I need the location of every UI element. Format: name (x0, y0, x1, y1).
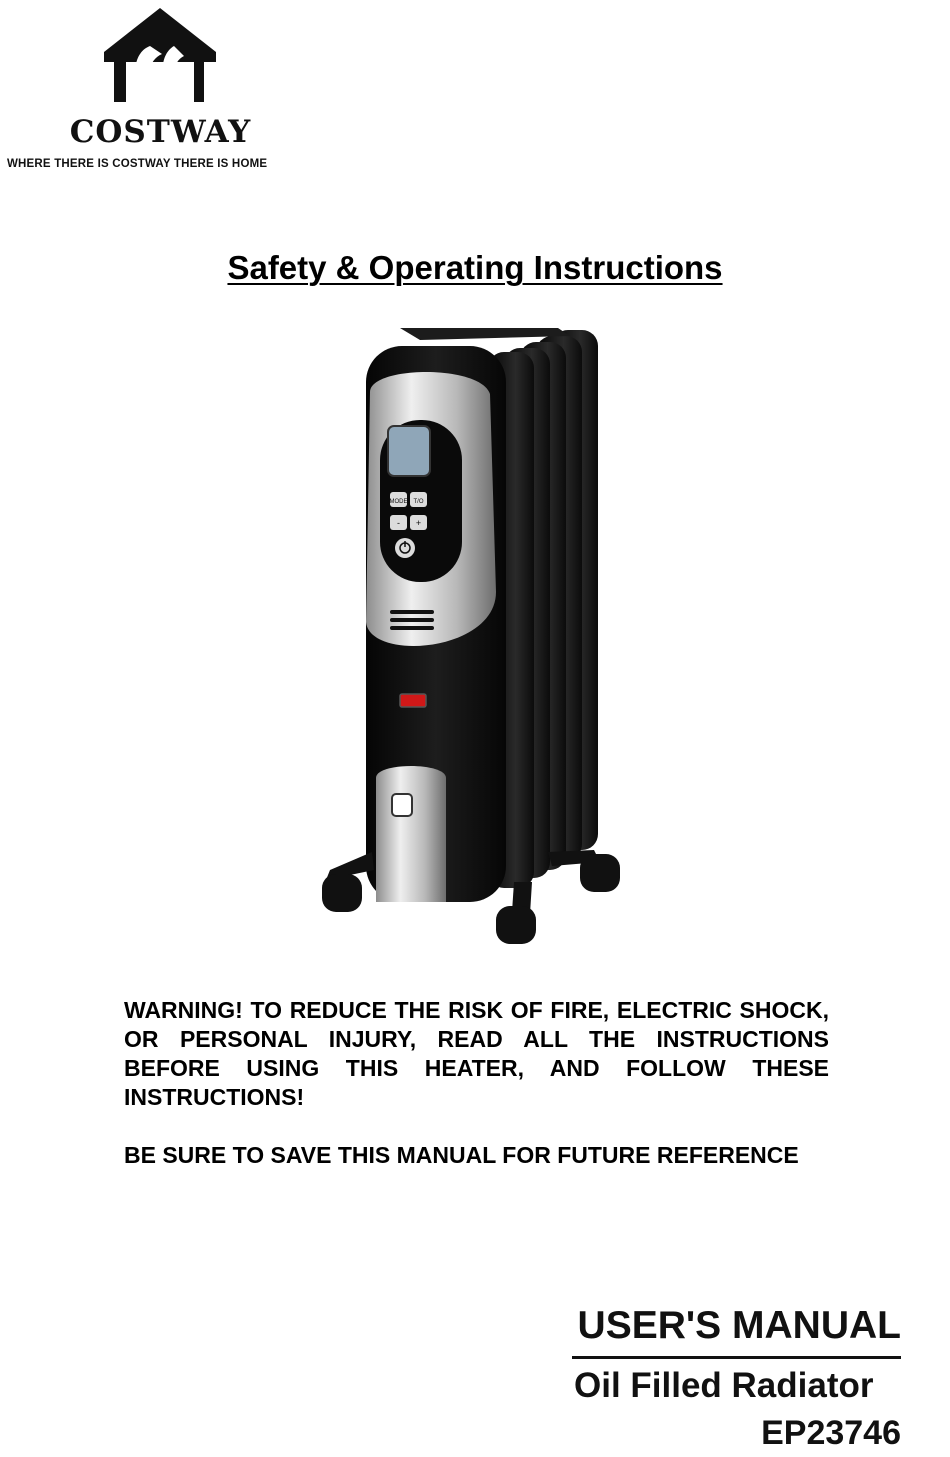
timer-button-label: T/O (413, 499, 424, 505)
warning-block (124, 996, 829, 1170)
cord-storage-cover (376, 766, 446, 902)
brand-name: COSTWAY (69, 114, 252, 150)
vent-slots (390, 610, 434, 630)
minus-button-label: - (397, 518, 400, 528)
warning-text: WARNING! TO REDUCE THE RISK OF FIRE, ELECTRIC SHOCK, OR PERSONAL INJURY, READ ALL THE INSTRUCTIONS BEFORE USING THIS HEATER, AND FOLLOW THESE INSTRUCTIONS! (124, 997, 829, 1110)
plus-button-label: + (415, 518, 422, 528)
mode-button-label: MODE (389, 499, 408, 505)
product-image (300, 322, 640, 962)
power-switch (400, 694, 426, 707)
product-name: Oil Filled Radiator (574, 1366, 874, 1405)
house-logo-icon (104, 6, 216, 106)
document-title: Safety & Operating Instructions (227, 249, 723, 286)
manual-divider (572, 1356, 901, 1359)
save-manual-text: BE SURE TO SAVE THIS MANUAL FOR FUTURE REFERENCE (124, 1142, 799, 1168)
model-number: EP23746 (761, 1414, 901, 1452)
manual-title: USER'S MANUAL (577, 1304, 901, 1347)
brand-logo (0, 0, 330, 180)
brand-tagline: WHERE THERE IS COSTWAY THERE IS HOME (7, 158, 268, 170)
lcd-display (388, 426, 430, 476)
